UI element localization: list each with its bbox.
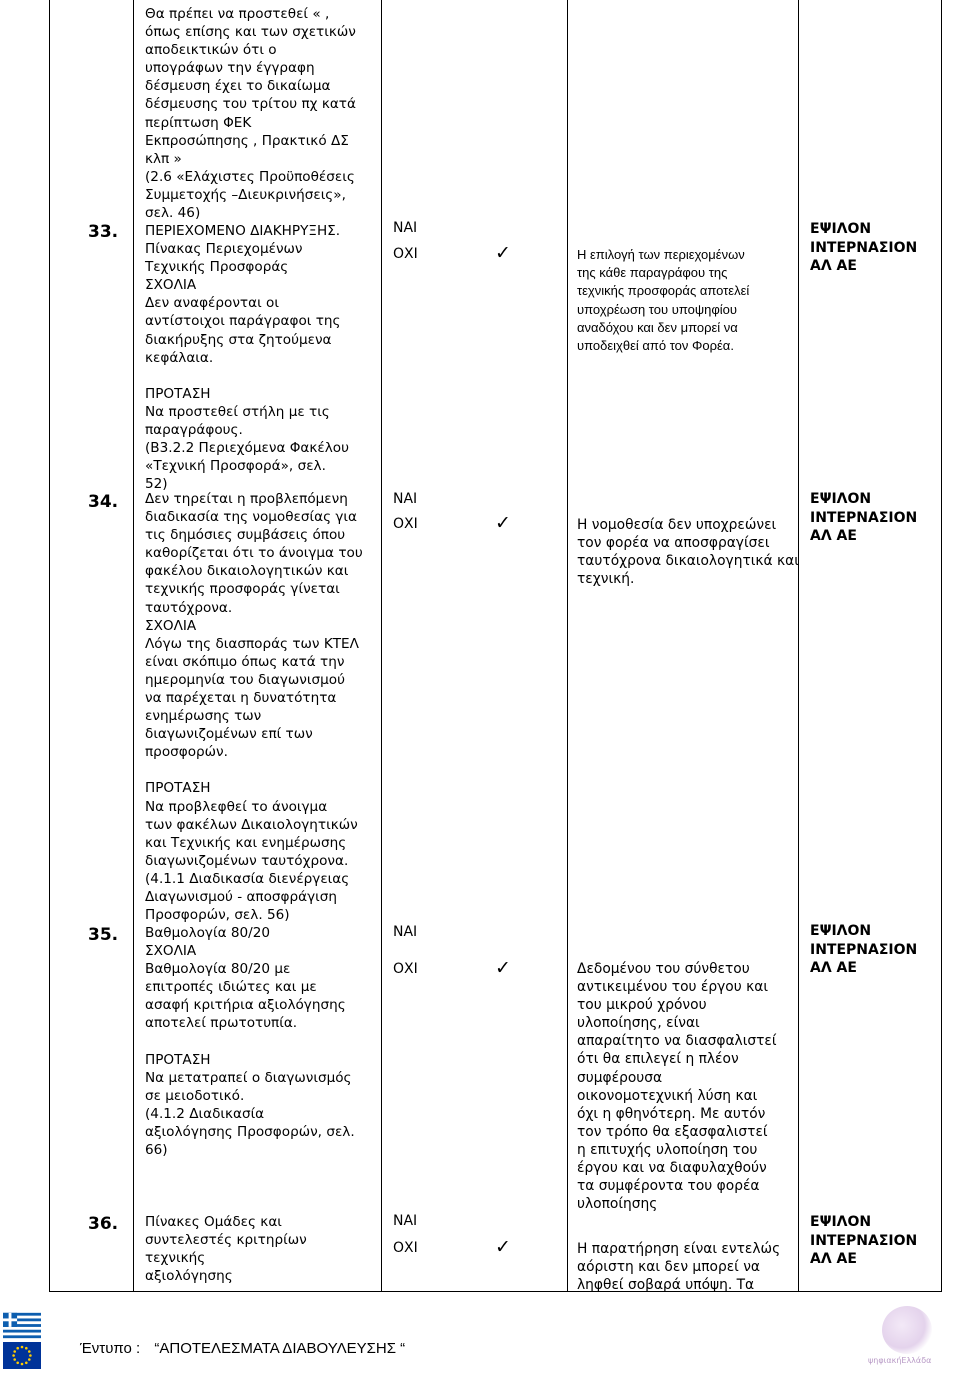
row-36-description: Πίνακες Ομάδες και συντελεστές κριτηρίων τεχνικής αξιολόγησης bbox=[145, 1214, 307, 1285]
eu-flag-icon bbox=[3, 1342, 41, 1369]
row-36-organization: ΕΨΙΛΟΝ ΙΝΤΕΡΝΑΣΙΟΝ ΑΛ ΑΕ bbox=[810, 1214, 918, 1267]
row-35-description: Βαθμολογία 80/20 ΣΧΟΛΙΑ Βαθμολογία 80/20 με επιτροπές ιδιώτες και με ασαφή κριτήρια αξιολόγησης αποτελεί πρωτοτυπία. ΠΡΟΤΑΣΗ Να μετατραπεί ο διαγωνισμός σε μειοδοτικό. (4.1.2 Διαδικασία αξιολόγησης Προσφορών, σελ. 66) bbox=[145, 925, 355, 1159]
row-34-organization: ΕΨΙΛΟΝ ΙΝΤΕΡΝΑΣΙΟΝ ΑΛ ΑΕ bbox=[810, 491, 918, 544]
footer-form-label bbox=[80, 1340, 415, 1357]
column-divider-answer bbox=[567, 0, 568, 1292]
column-divider-number bbox=[133, 0, 134, 1292]
watermark-logo-icon bbox=[882, 1306, 932, 1354]
column-divider-description bbox=[381, 0, 382, 1292]
greek-flag-icon bbox=[3, 1312, 41, 1339]
row-34-description: Δεν τηρείται η προβλεπόμενη διαδικασία της νομοθεσίας για τις δημόσιες συμβάσεις όπου καθορίζεται ότι το άνοιγμα του φακέλου δικαιολογητικών και τεχνικής προσφοράς γίνεται ταυτόχρονα. ΣΧΟΛΙΑ Λόγω της διασποράς των ΚΤΕΛ είναι σκόπιμο όπως κατά την ημερομηνία του διαγωνισμού να παρέχεται η δυνατότητα ενημέρωσης των διαγωνιζομένων επί των προσφορών. ΠΡΟΤΑΣΗ Να προβλεφθεί το άνοιγμα των φακέλων Δικαιολογητικών και Τεχνικής και ενημέρωσης διαγωνιζομένων ταυτόχρονα. (4.1.1 Διαδικασία διενέργειας Διαγωνισμού - αποσφράγιση Προσφορών, σελ. 56) bbox=[145, 491, 363, 924]
row-35-option-yes: ΝΑΙ bbox=[393, 924, 418, 940]
row-34-number: 34. bbox=[88, 492, 119, 512]
row-34-check-icon: ✓ bbox=[495, 512, 511, 534]
row-33-number: 33. bbox=[88, 222, 119, 242]
row-36-check-icon: ✓ bbox=[495, 1236, 511, 1258]
row-35-reason: Δεδομένου του σύνθετου αντικειμένου του έργου και του μικρού χρόνου υλοποίησης, είναι απαραίτητο να διασφαλιστεί ότι θα επιλεγεί η πλέον συμφέρουσα οικονομοτεχνική λύση και όχι η φθηνότερη. Με αυτόν τον τρόπο θα εξασφαλιστεί η επιτυχής υλοποίηση του έργου και να διαφυλαχθούν τα συμφέροντα του φορέα υλοποίησης bbox=[577, 961, 777, 1213]
row-35-number: 35. bbox=[88, 925, 119, 945]
row-33-description: ΠΕΡΙΕΧΟΜΕΝΟ ΔΙΑΚΗΡΥΞΗΣ. Πίνακας Περιεχομένων Τεχνικής Προσφοράς ΣΧΟΛΙΑ Δεν αναφέρονται οι αντίστοιχοι παράγραφοι της διακήρυξης στα ζητούμενα κεφάλαια. ΠΡΟΤΑΣΗ Να προστεθεί στήλη με τις παραγράφους. (Β3.2.2 Περιεχόμενα Φακέλου «Τεχνική Προσφορά», σελ. 52) bbox=[145, 223, 349, 493]
column-divider-reason bbox=[798, 0, 799, 1292]
row-33-organization: ΕΨΙΛΟΝ ΙΝΤΕΡΝΑΣΙΟΝ ΑΛ ΑΕ bbox=[810, 221, 918, 274]
row-34-reason: Η νομοθεσία δεν υποχρεώνει τον φορέα να αποσφραγίσει ταυτόχρονα δικαιολογητικά και τεχνική. bbox=[577, 517, 799, 588]
watermark-text: ψηφιακήΕλλάδα bbox=[868, 1356, 932, 1365]
table-border-bottom bbox=[49, 1291, 942, 1292]
row-34-option-no: ΟΧΙ bbox=[393, 516, 418, 532]
row-33-option-no: ΟΧΙ bbox=[393, 246, 418, 262]
row-36-option-yes: ΝΑΙ bbox=[393, 1213, 418, 1229]
row-35-organization: ΕΨΙΛΟΝ ΙΝΤΕΡΝΑΣΙΟΝ ΑΛ ΑΕ bbox=[810, 923, 918, 976]
row-33-option-yes: ΝΑΙ bbox=[393, 220, 418, 236]
row-36-reason: Η παρατήρηση είναι εντελώς αόριστη και δεν μπορεί να ληφθεί σοβαρά υπόψη. Τα bbox=[577, 1241, 781, 1294]
row-35-check-icon: ✓ bbox=[495, 957, 511, 979]
row-0-description: Θα πρέπει να προστεθεί « , όπως επίσης και των σχετικών αποδεικτικών ότι ο υπογράφων την έγγραφη δέσμευση έχει το δικαίωμα δέσμευσης του τρίτου πχ κατά περίπτωση ΦΕΚ Εκπροσώπησης , Πρακτικό ΔΣ κλπ » (2.6 «Ελάχιστες Προϋποθέσεις Συμμετοχής –Διευκρινήσεις», σελ. 46) bbox=[145, 6, 356, 222]
row-34-option-yes: ΝΑΙ bbox=[393, 491, 418, 507]
footer-form-title: “ΑΠΟΤΕΛΕΣΜΑΤΑ ΔΙΑΒΟΥΛΕΥΣΗΣ “ bbox=[154, 1340, 406, 1357]
table-border-left bbox=[49, 0, 50, 1292]
row-33-reason: Η επιλογή των περιεχομένων της κάθε παραγράφου της τεχνικής προσφοράς αποτελεί υποχρέωση του υποψηφίου αναδόχου και δεν μπορεί να υποδειχθεί από τον Φορέα. bbox=[577, 247, 750, 354]
watermark-logo bbox=[868, 1306, 948, 1366]
row-35-option-no: ΟΧΙ bbox=[393, 961, 418, 977]
row-33-check-icon: ✓ bbox=[495, 242, 511, 264]
footer-form-prefix: Έντυπο : bbox=[80, 1340, 141, 1357]
row-36-option-no: ΟΧΙ bbox=[393, 1240, 418, 1256]
row-36-number: 36. bbox=[88, 1214, 119, 1234]
table-border-right bbox=[941, 0, 942, 1292]
